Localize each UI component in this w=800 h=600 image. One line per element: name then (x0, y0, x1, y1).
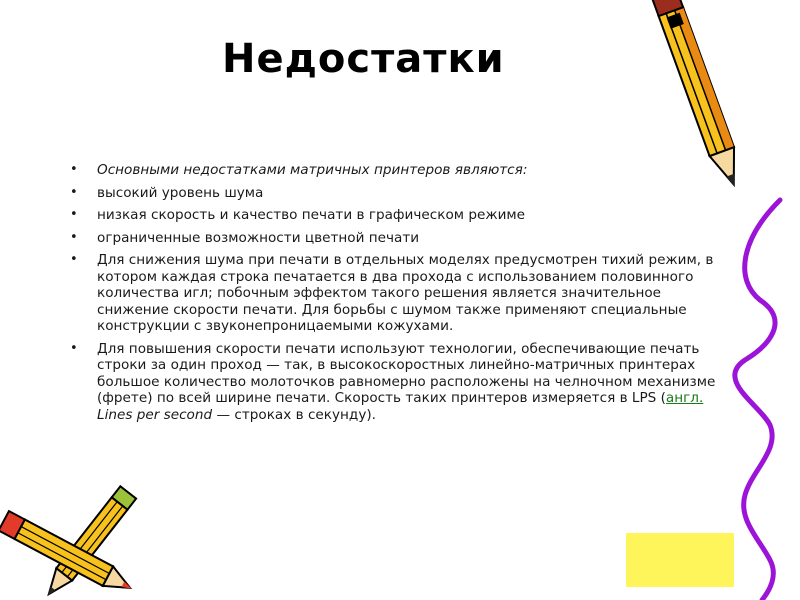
list-item (70, 185, 725, 202)
bullet-text: Для повышения скорости печати используют технологии, обеспечивающие печать строки за один проход — так, в высокоскоростных линейно-матричных принтерах большое количество молоточков равномерно расположены на челночном механизме (фрете) по всей ширине печати. Скорость таких принтеров измеряется в LPS ( (97, 340, 716, 406)
squiggle-line (735, 200, 780, 600)
list-item (70, 207, 725, 224)
bullet-text: Основными недостатками матричных принтеров являются: (97, 162, 528, 178)
bullet-text: ограниченные возможности цветной печати (97, 229, 420, 246)
bullet-text: низкая скорость и качество печати в графическом режиме (97, 207, 526, 223)
list-item (70, 341, 725, 424)
bullet-list (70, 162, 725, 429)
bullet-text-end: — строках в секунду). (212, 406, 376, 423)
yellow-box (626, 533, 734, 587)
slide-title: Недостатки (222, 36, 505, 82)
bullet-text: высокий уровень шума (97, 184, 264, 201)
lps-expansion: Lines per second (97, 406, 213, 423)
list-item (70, 252, 725, 335)
lang-link[interactable]: англ. (665, 390, 704, 406)
list-item (70, 230, 725, 247)
bullet-text: Для снижения шума при печати в отдельных моделях предусмотрен тихий режим, в котором каждая строка печатается в два прохода с использованием половинного количества игл; побочным эффектом такого решения является значительное снижение скорости печати. Для борьбы с шумом также применяют специальные конструкции с звуконепроницаемыми кожухами. (97, 252, 714, 334)
list-item (70, 162, 725, 179)
